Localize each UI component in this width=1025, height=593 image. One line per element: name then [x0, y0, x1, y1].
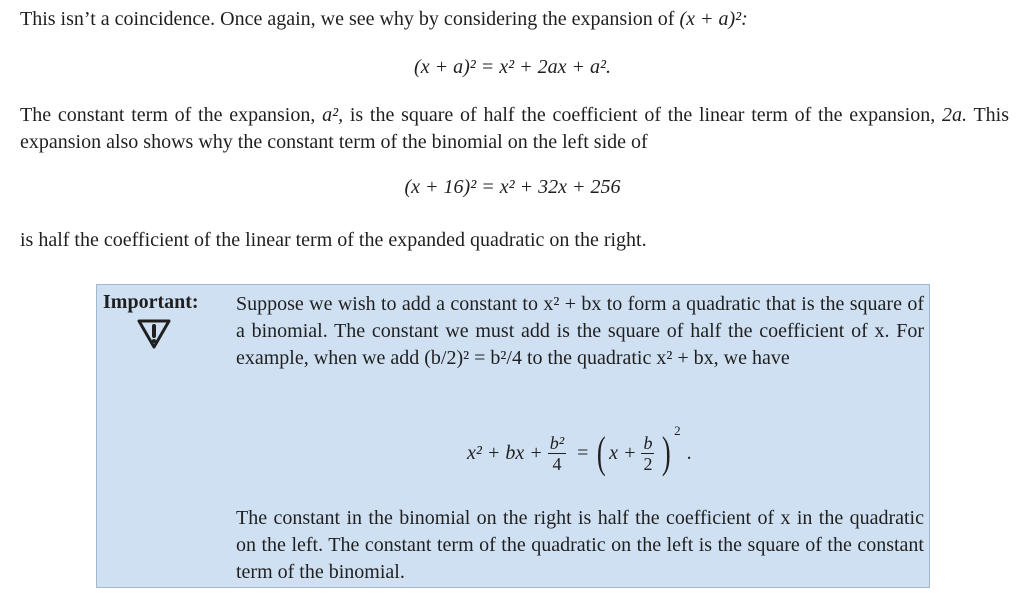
formula-equals: =	[577, 441, 589, 464]
explanation-text-1: The constant term of the expansion,	[20, 104, 316, 126]
formula-lhs: x² + bx +	[467, 441, 543, 464]
formula-fraction-b-over-2	[641, 433, 654, 474]
example-lhs: (x + 16)²	[404, 176, 477, 198]
intro-paragraph	[20, 6, 1009, 33]
explanation-paragraph	[20, 102, 1009, 156]
conclusion-text: is half the coefficient of the linear term of the expanded quadratic on the right.	[20, 229, 647, 251]
expansion-lhs: (x + a)²	[414, 56, 476, 78]
explanation-a-squared: a²,	[322, 104, 344, 126]
warning-triangle-icon	[137, 319, 171, 349]
left-paren: (	[597, 428, 607, 477]
intro-text: This isn’t a coincidence. Once again, we see why by considering the expansion of	[20, 8, 675, 30]
important-label: Important:	[103, 291, 199, 313]
formula-inner: x +	[609, 441, 637, 464]
explanation-text-2: is the square of half the coefficient of the linear term of the expansion,	[349, 104, 936, 126]
frac1-denominator: 4	[552, 453, 562, 474]
frac2-numerator: b	[643, 432, 653, 453]
important-paragraph-2: The constant in the binomial on the right is half the coefficient of x in the quadratic on the left. The constant term of the quadratic on the left is the square of the constant term of the binomial.	[236, 507, 924, 583]
formula-period: .	[686, 441, 692, 464]
explanation-two-a: 2a.	[942, 104, 968, 126]
right-paren: )	[662, 428, 672, 477]
example-rhs: = x² + 32x + 256	[481, 176, 621, 198]
example-equation	[0, 176, 1025, 199]
frac1-numerator: b²	[549, 432, 565, 453]
expansion-rhs: = x² + 2ax + a².	[480, 56, 611, 78]
formula-exponent: 2	[674, 423, 681, 438]
explanation-text-3: This expansion also shows why the constant term of the binomial on the left side of	[20, 104, 1009, 153]
important-formula	[467, 423, 692, 483]
frac2-denominator: 2	[643, 453, 653, 474]
important-box	[96, 284, 930, 588]
formula-fraction-b2-over-4	[548, 433, 566, 474]
conclusion-paragraph	[20, 227, 1009, 254]
important-paragraph-1: Suppose we wish to add a constant to x² + bx to form a quadratic that is the square of a binomial. The constant we must add is the square of half the coefficient of x. For example, when we add (b/2)² = b²/4 to the quadratic x² + bx, we have	[236, 293, 924, 369]
expansion-equation	[0, 56, 1025, 79]
intro-expression: (x + a)²:	[679, 8, 748, 30]
